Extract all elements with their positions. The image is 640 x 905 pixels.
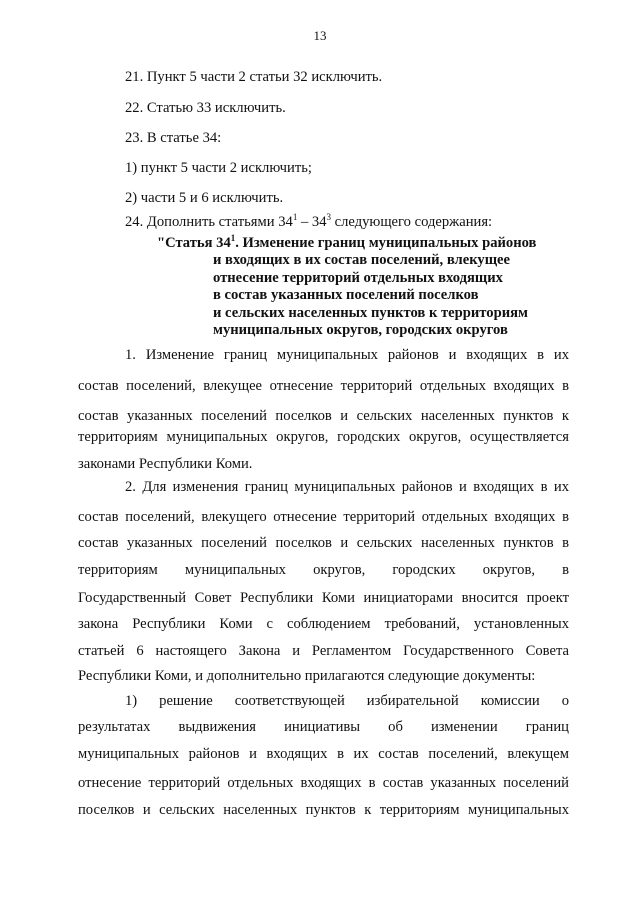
heading-prefix: "Статья 34 <box>157 235 231 251</box>
heading-line <box>157 235 557 252</box>
paragraph-line: 1. Изменение границ муниципальных районов и входящих в их <box>125 347 569 363</box>
paragraph-line: законами Республики Коми. <box>78 456 253 472</box>
list-item: 1) пункт 5 части 2 исключить; <box>125 160 312 176</box>
list-item <box>125 213 492 231</box>
paragraph-line: статьей 6 настоящего Закона и Регламентом Государственного Совета <box>78 643 569 659</box>
heading-title: . Изменение границ муниципальных районов <box>235 235 537 251</box>
paragraph-line: муниципальных районов и входящих в их состав поселений, влекущем <box>78 746 569 762</box>
paragraph-line: состав поселений, влекущего отнесение территорий отдельных входящих в <box>78 509 569 525</box>
paragraph-line: территориям муниципальных округов, городских округов, в <box>78 562 569 578</box>
heading-line: в состав указанных поселений поселков <box>213 287 479 304</box>
paragraph-line: Государственный Совет Республики Коми инициаторами вносится проект <box>78 590 569 606</box>
list-item: 21. Пункт 5 части 2 статьи 32 исключить. <box>125 69 383 85</box>
heading-line: отнесение территорий отдельных входящих <box>213 269 503 286</box>
paragraph-line: Республики Коми, и дополнительно прилагаются следующие документы: <box>78 668 536 684</box>
item24-tail: следующего содержания: <box>331 214 493 230</box>
superscript: 1 <box>292 212 298 223</box>
paragraph-line: 2. Для изменения границ муниципальных районов и входящих в их <box>125 479 569 495</box>
page-number: 13 <box>313 28 327 43</box>
paragraph-line: отнесение территорий отдельных входящих в состав указанных поселений <box>78 775 569 791</box>
superscript: 3 <box>326 212 331 223</box>
list-item: 2) части 5 и 6 исключить. <box>125 190 284 206</box>
item24-dash: – 34 <box>297 214 327 230</box>
article-heading <box>157 235 557 339</box>
heading-line: и сельских населенных пунктов к территориям <box>213 304 528 321</box>
paragraph-line: территориям муниципальных округов, городских округов, осуществляется <box>78 429 569 445</box>
paragraph-line: состав поселений, влекущее отнесение территорий отдельных входящих в <box>78 378 569 394</box>
paragraph-line: закона Республики Коми с соблюдением требований, установленных <box>78 616 569 632</box>
heading-line: муниципальных округов, городских округов <box>213 322 508 339</box>
paragraph-line: состав указанных поселений поселков и сельских населенных пунктов в <box>78 535 569 551</box>
paragraph-line: состав указанных поселений поселков и сельских населенных пунктов к <box>78 408 569 424</box>
superscript: 1 <box>230 233 236 244</box>
item24-text: 24. Дополнить статьями 34 <box>125 214 293 230</box>
paragraph-line: 1) решение соответствующей избирательной комиссии о <box>125 693 569 709</box>
paragraph-line: поселков и сельских населенных пунктов к территориям муниципальных <box>78 802 569 818</box>
heading-line: и входящих в их состав поселений, влекущее <box>213 252 510 269</box>
paragraph-line: результатах выдвижения инициативы об изменении границ <box>78 719 569 735</box>
list-item: 22. Статью 33 исключить. <box>125 100 286 116</box>
list-item: 23. В статье 34: <box>125 130 222 146</box>
